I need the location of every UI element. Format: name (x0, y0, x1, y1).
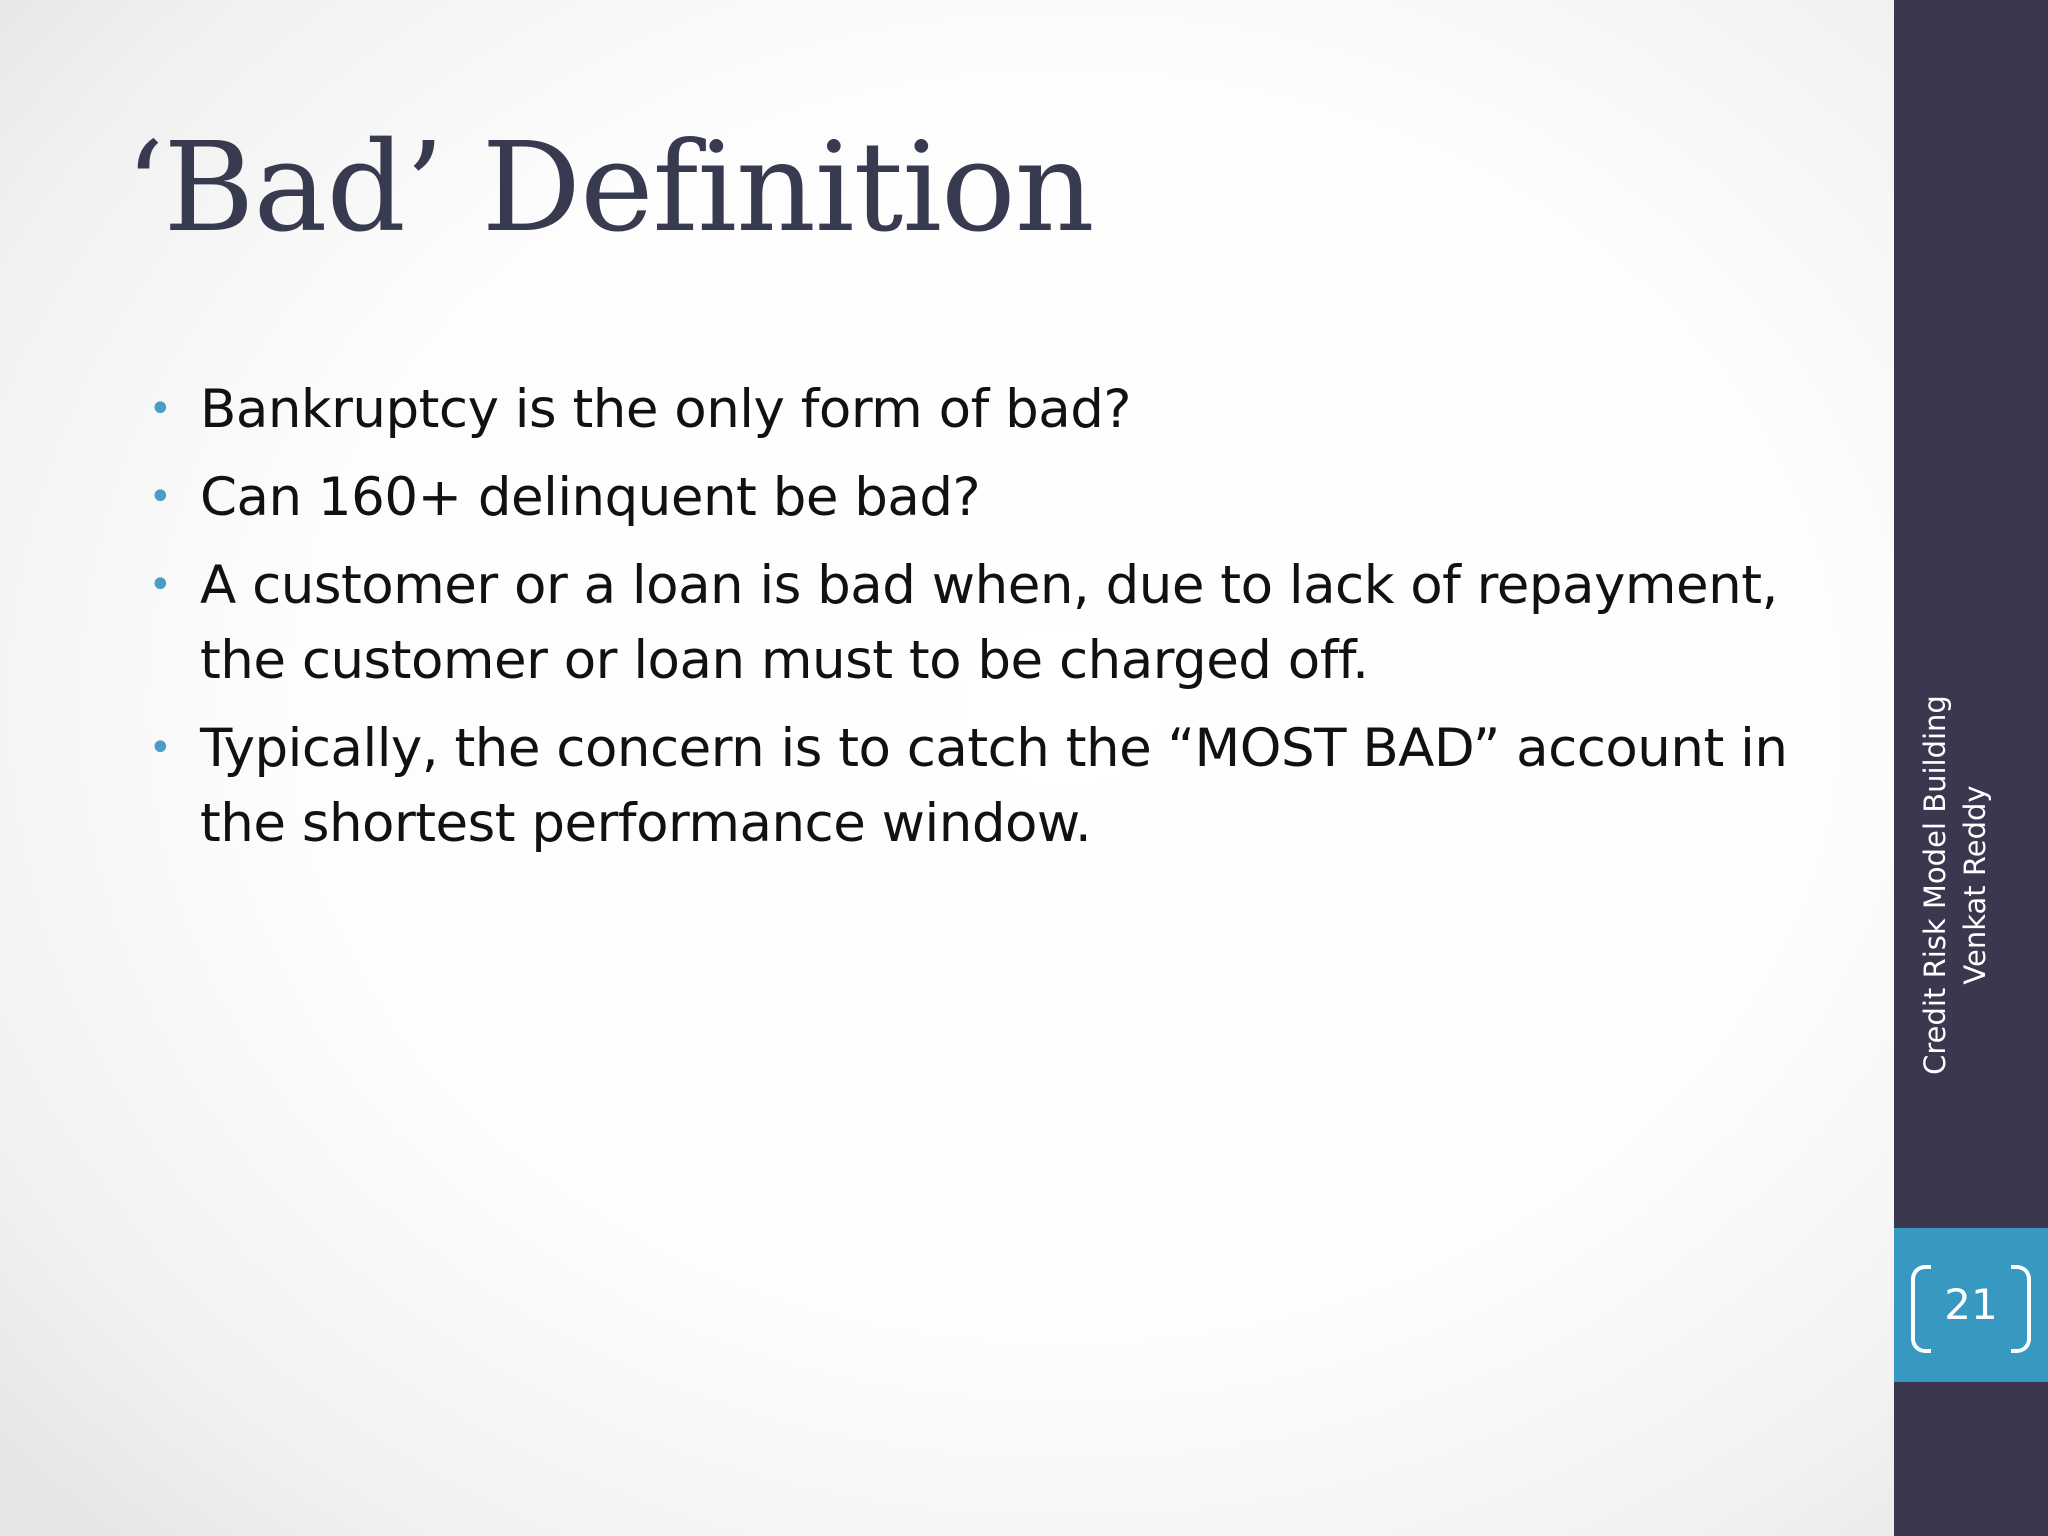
bullet-item (145, 548, 1845, 698)
bullet-text: Bankruptcy is the only form of bad? (200, 379, 1131, 440)
bullet-text: Can 160+ delinquent be bad? (200, 467, 981, 528)
bullet-dot-icon: • (148, 725, 172, 771)
footer-author: Venkat Reddy (1958, 785, 1992, 985)
page-number-box (1894, 1228, 2048, 1382)
page-number: 21 (1944, 1280, 1998, 1329)
bullet-dot-icon: • (148, 562, 172, 608)
slide-title: ‘Bad’ Definition (125, 116, 1094, 260)
bullet-dot-icon: • (148, 474, 172, 520)
footer-text (1915, 535, 2015, 1235)
bullet-dot-icon: • (148, 386, 172, 432)
bullet-item (145, 372, 1845, 447)
bullet-item (145, 711, 1845, 861)
footer-title: Credit Risk Model Building (1918, 695, 1952, 1075)
bullet-list (145, 372, 1845, 874)
bullet-text: Typically, the concern is to catch the “MOST BAD” account in the shortest performance window. (200, 718, 1788, 854)
bullet-text: A customer or a loan is bad when, due to lack of repayment, the customer or loan must to be charged off. (200, 555, 1778, 691)
bullet-item (145, 460, 1845, 535)
